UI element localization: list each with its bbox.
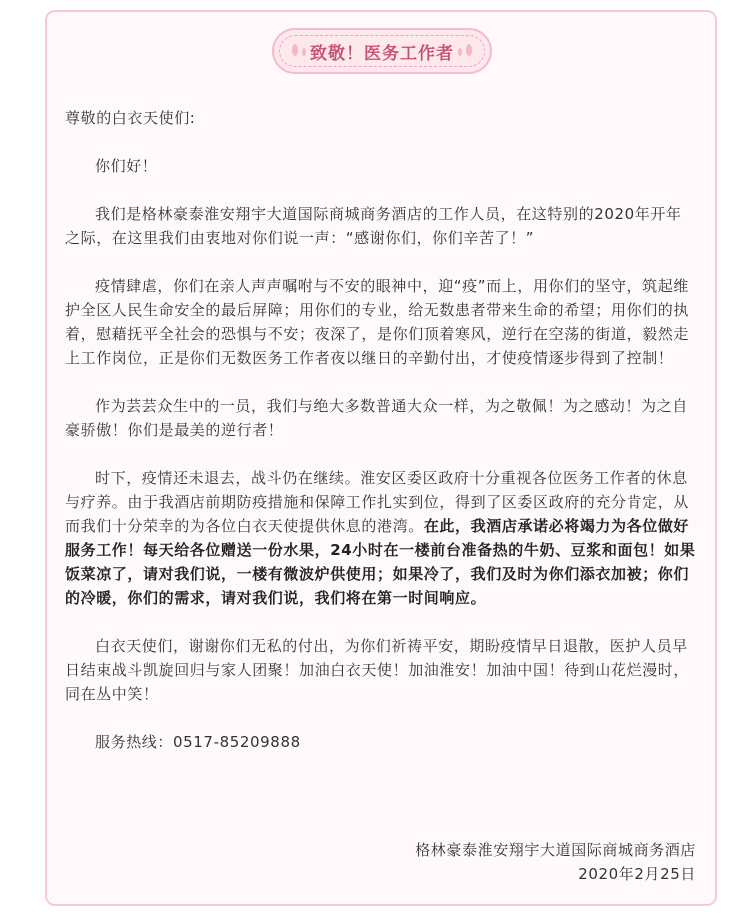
paragraph-5: 白衣天使们，谢谢你们无私的付出，为你们祈祷平安，期盼疫情早日退散，医护人员早日结束战斗凯旋回归与家人团聚！加油白衣天使！加油淮安！加油中国！待到山花烂漫时，同在丛中笑！	[65, 637, 690, 703]
paragraph-4-bold-text: 在此，我酒店承诺必将竭力为各位做好服务工作！每天给各位赠送一份水果，24小时在一楼前台准备热的牛奶、豆浆和面包！如果饭菜凉了，请对我们说，一楼有微波炉供使用；如果冷了，我们及时为你们添衣加被；你们的冷暖，你们的需求，请对我们说，我们将在第一时间响应。	[65, 517, 696, 607]
paragraph-1: 我们是格林豪泰淮安翔宇大道国际商城商务酒店的工作人员，在这特别的2020年开年之际，在这里我们由衷地对你们说一声：“感谢你们，你们辛苦了！”	[65, 205, 682, 247]
greeting: 你们好！	[95, 157, 158, 175]
left-leaf-icon	[292, 44, 298, 56]
paragraph-3: 作为芸芸众生中的一员，我们与绝大多数普通大众一样，为之敬佩！为之感动！为之自豪骄傲！你们是最美的逆行者！	[65, 397, 688, 439]
signature: 格林豪泰淮安翔宇大道国际商城商务酒店	[415, 841, 696, 859]
paragraph-4	[65, 466, 697, 610]
page-title: 致敬！医务工作者	[310, 43, 454, 64]
right-leaf-icon	[458, 48, 462, 56]
paragraph-4-text: 时下，疫情还未退去，战斗仍在继续。淮安区委区政府十分重视各位医务工作者的休息与疗养。由于我酒店前期防疫措施和保障工作扎实到位，得到了区委区政府的充分肯定，从而我们十分荣幸的为各位白衣天使提供休息的港湾。	[65, 469, 690, 535]
salutation: 尊敬的白衣天使们:	[65, 109, 196, 127]
title-badge	[272, 28, 492, 74]
left-leaf-icon	[302, 48, 306, 56]
date: 2020年2月25日	[578, 865, 696, 883]
hotline: 服务热线：0517-85209888	[95, 733, 301, 751]
paragraph-2: 疫情肆虐，你们在亲人声声嘱咐与不安的眼神中，迎“疫”而上，用你们的坚守，筑起维护全区人民生命安全的最后屏障；用你们的专业，给无数患者带来生命的希望；用你们的执着，慰藉抚平全社会的恐惧与不安；夜深了，是你们顶着寒风，逆行在空荡的街道，毅然走上工作岗位，正是你们无数医务工作者夜以继日的辛勤付出，才使疫情逐步得到了控制！	[65, 277, 690, 367]
signature-block	[415, 838, 696, 886]
right-leaf-icon	[466, 44, 472, 56]
letter-body	[65, 106, 697, 754]
